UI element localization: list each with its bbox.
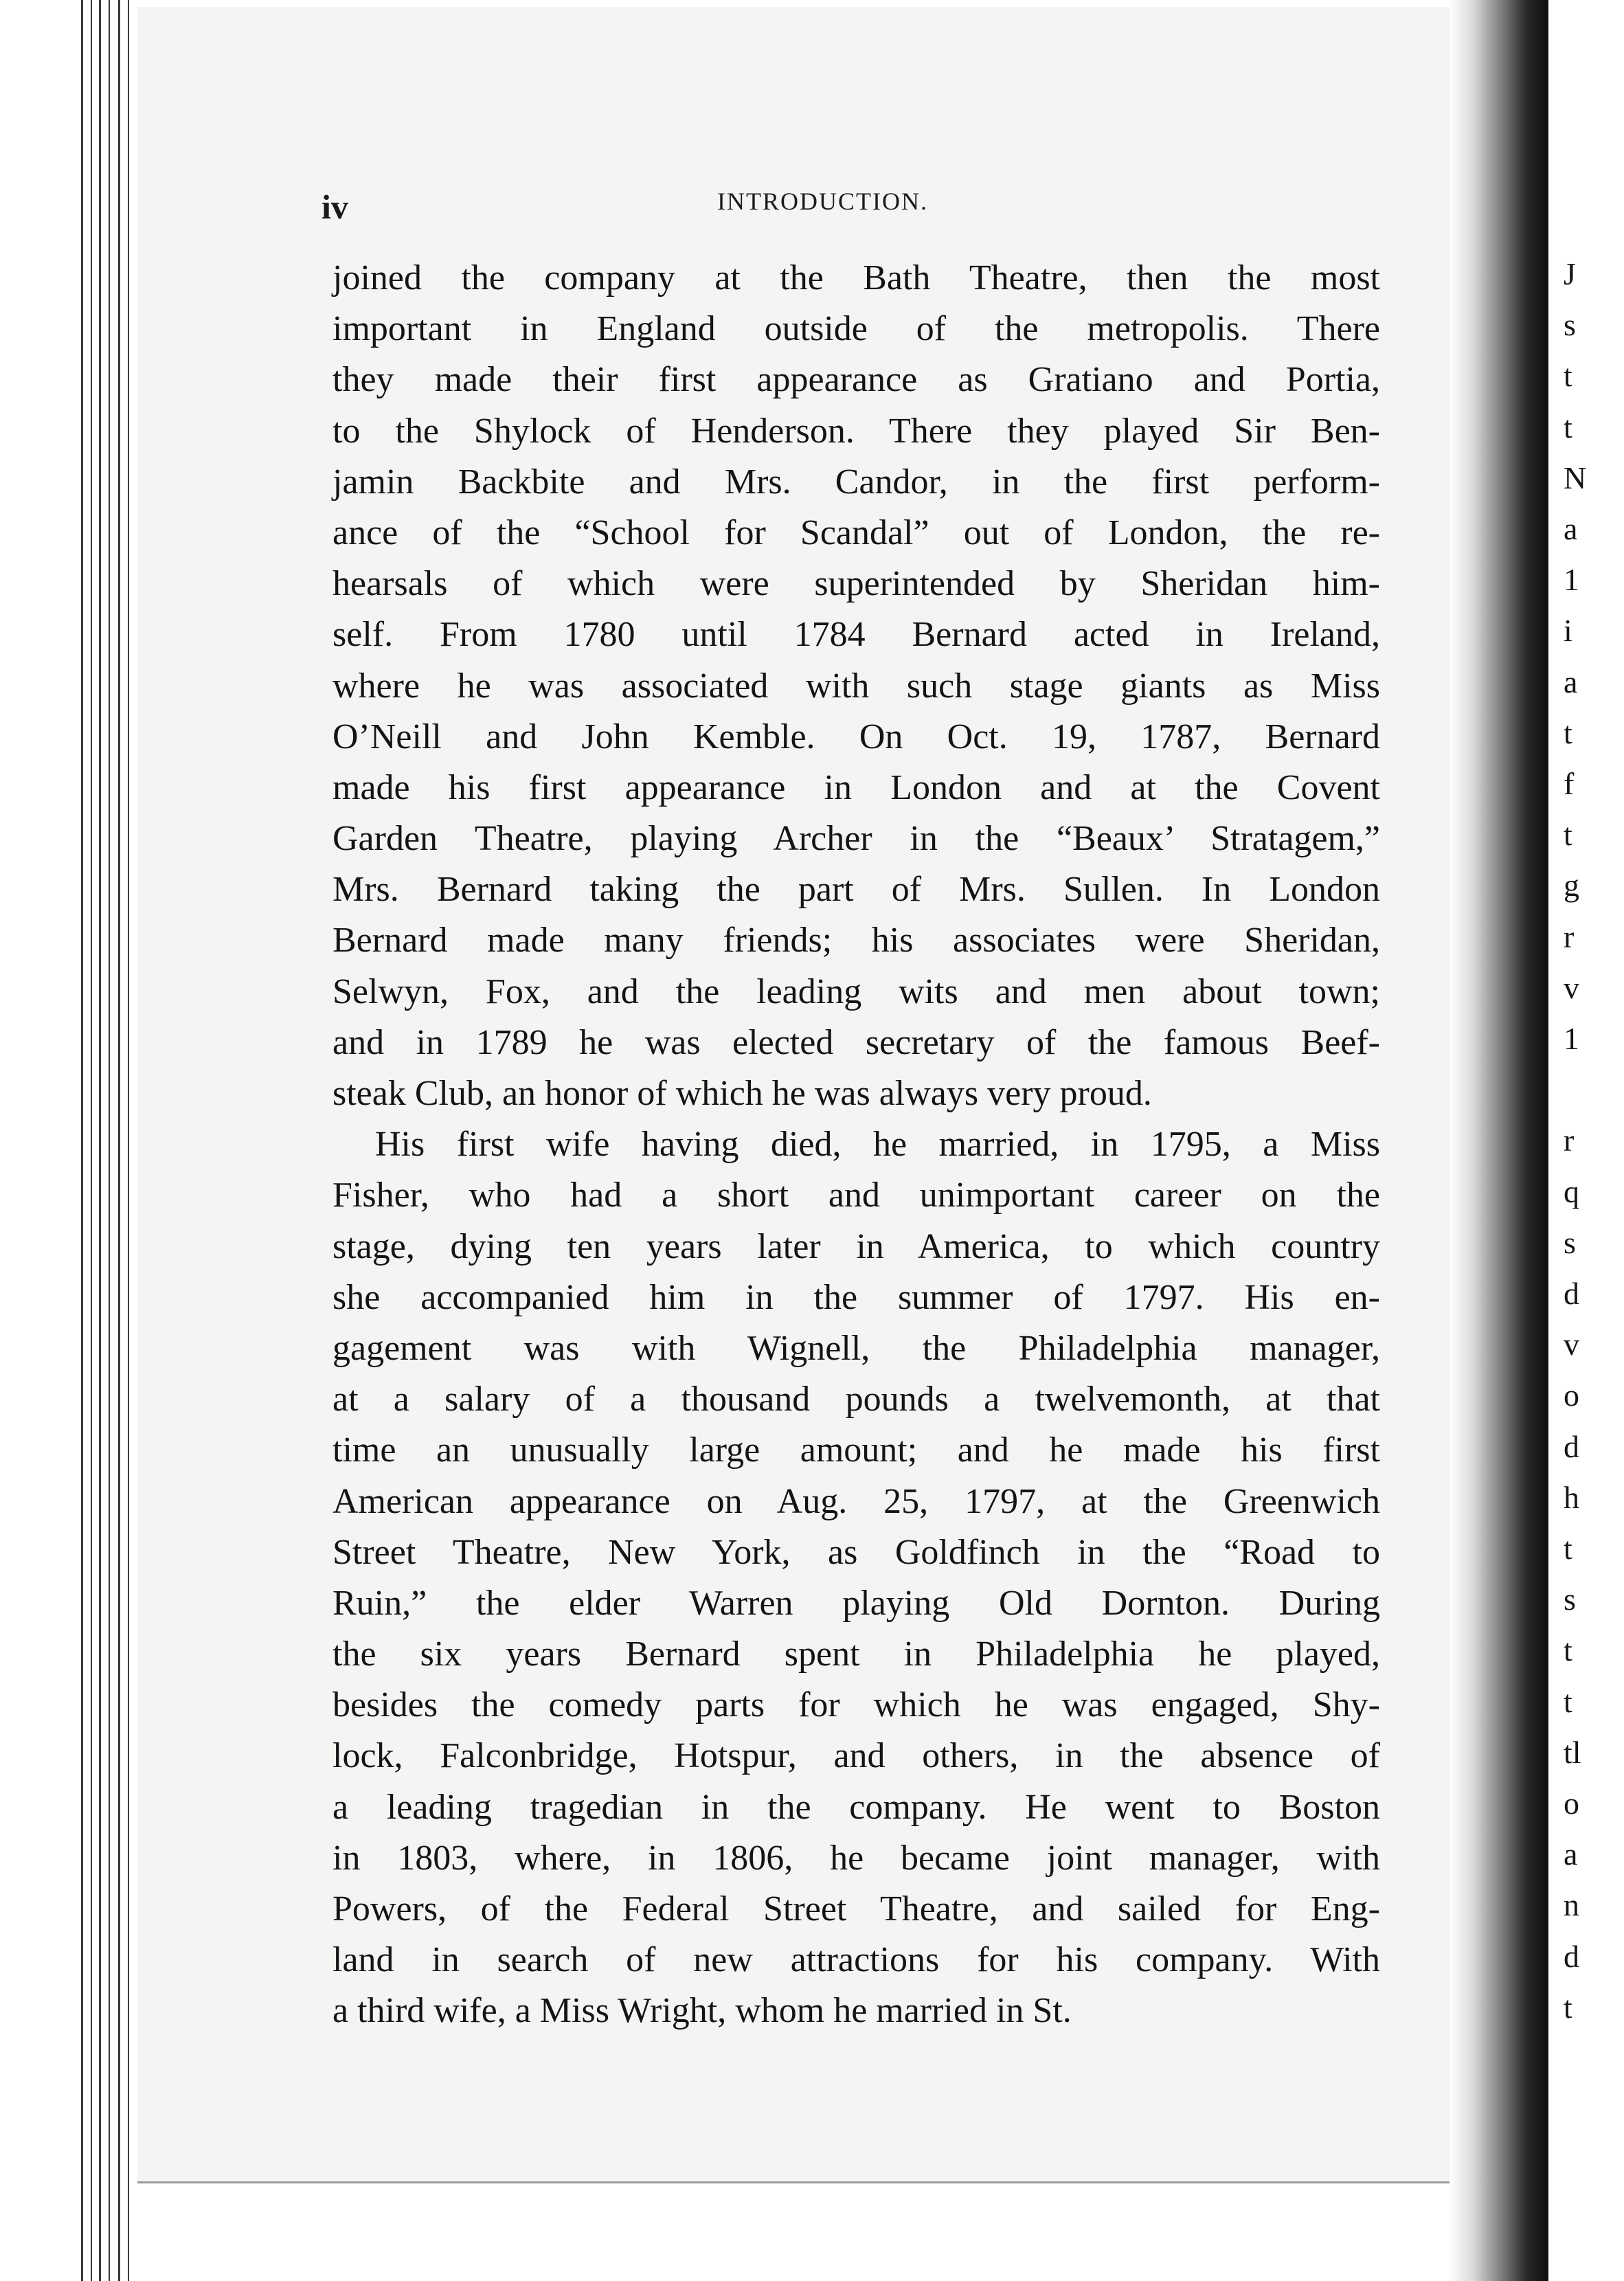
facing-page-fragment: t <box>1564 715 1572 750</box>
facing-page-fragment: d <box>1564 1276 1579 1311</box>
facing-page-fragment: t <box>1564 817 1572 853</box>
body-text <box>332 253 1380 2037</box>
text-line: Powers, of the Federal Street Theatre, and sailed for Eng- <box>332 1889 1380 1929</box>
facing-page-fragment: r <box>1564 1123 1575 1158</box>
text-line: and in 1789 he was elected secretary of the famous Beef- <box>332 1022 1380 1062</box>
paragraph-1 <box>332 253 1380 1119</box>
facing-page-fragment: o <box>1564 1786 1579 1821</box>
text-line: Ruin,” the elder Warren playing Old Dornton. During <box>332 1583 1380 1623</box>
text-line: at a salary of a thousand pounds a twelvemonth, at that <box>332 1380 1380 1419</box>
text-line: land in search of new attractions for his company. With <box>332 1940 1380 1980</box>
text-line: to the Shylock of Henderson. There they played Sir Ben- <box>332 411 1380 451</box>
text-line: a third wife, a Miss Wright, whom he married in St. <box>332 1991 1072 2031</box>
facing-page-fragment: N <box>1564 460 1587 495</box>
facing-page-fragment: s <box>1564 307 1576 343</box>
text-line: Garden Theatre, playing Archer in the “Beaux’ Stratagem,” <box>332 819 1380 859</box>
facing-page-fragment: d <box>1564 1938 1579 1974</box>
facing-page-fragment: a <box>1564 664 1578 699</box>
facing-page-fragment: i <box>1564 613 1572 649</box>
text-line: stage, dying ten years later in America, to which country <box>332 1226 1380 1266</box>
text-line: they made their first appearance as Gratiano and Portia, <box>332 360 1380 400</box>
text-line: Fisher, who had a short and unimportant career on the <box>332 1176 1380 1215</box>
facing-page-fragment: tl <box>1564 1734 1581 1770</box>
text-line: hearsals of which were superintended by Sheridan him- <box>332 564 1380 604</box>
book-gutter <box>1450 0 1546 2281</box>
text-line: time an unusually large amount; and he made his first <box>332 1430 1380 1470</box>
text-line: American appearance on Aug. 25, 1797, at the Greenwich <box>332 1481 1380 1521</box>
facing-page-fragment: a <box>1564 511 1578 546</box>
facing-page-fragment: t <box>1564 1531 1572 1566</box>
text-line: the six years Bernard spent in Philadelphia he played, <box>332 1634 1380 1674</box>
text-line: Street Theatre, New York, as Goldfinch in the “Road to <box>332 1532 1380 1572</box>
text-line: in 1803, where, in 1806, he became joint manager, with <box>332 1838 1380 1878</box>
text-line: ance of the “School for Scandal” out of London, the re- <box>332 513 1380 552</box>
facing-page-fragment: t <box>1564 358 1572 394</box>
facing-page-fragment: q <box>1564 1173 1579 1209</box>
facing-page-fragment: r <box>1564 919 1575 954</box>
facing-page-fragment: t <box>1564 1989 1572 2025</box>
text-line: Mrs. Bernard taking the part of Mrs. Sullen. In London <box>332 870 1380 910</box>
facing-page-fragment: h <box>1564 1479 1579 1515</box>
text-line: Selwyn, Fox, and the leading wits and men about town; <box>332 971 1380 1011</box>
text-line: where he was associated with such stage giants as Miss <box>332 666 1380 706</box>
facing-page-fragment: s <box>1564 1224 1576 1260</box>
facing-page-fragment: 1 <box>1564 562 1579 598</box>
text-line: she accompanied him in the summer of 1797. His en- <box>332 1277 1380 1317</box>
text-line: Bernard made many friends; his associates were Sheridan, <box>332 921 1380 960</box>
facing-page <box>1546 0 1624 2281</box>
facing-page-fragment: v <box>1564 1327 1579 1362</box>
paragraph-2 <box>332 1119 1380 2036</box>
text-line: joined the company at the Bath Theatre, then the most <box>332 258 1380 297</box>
facing-page-fragment: f <box>1564 766 1575 801</box>
facing-page-fragment: v <box>1564 969 1579 1005</box>
facing-page-fragment: g <box>1564 868 1579 903</box>
text-line: important in England outside of the metropolis. There <box>332 309 1380 349</box>
scanned-page-edges <box>81 0 143 2281</box>
running-head: INTRODUCTION. <box>717 188 928 215</box>
text-line: His first wife having died, he married, in 1795, a Miss <box>375 1125 1380 1165</box>
facing-page-fragment: s <box>1564 1582 1576 1617</box>
facing-page-fragment: d <box>1564 1428 1579 1464</box>
text-line: self. From 1780 until 1784 Bernard acted in Ireland, <box>332 615 1380 655</box>
facing-page-fragment: t <box>1564 1683 1572 1719</box>
facing-page-fragment: J <box>1564 256 1576 291</box>
text-line: besides the comedy parts for which he was engaged, Shy- <box>332 1685 1380 1725</box>
text-line: gagement was with Wignell, the Philadelphia manager, <box>332 1328 1380 1368</box>
text-line: steak Club, an honor of which he was always very proud. <box>332 1074 1152 1113</box>
facing-page-fragment: n <box>1564 1887 1579 1923</box>
text-line: lock, Falconbridge, Hotspur, and others, in the absence of <box>332 1736 1380 1776</box>
facing-page-fragment: t <box>1564 1632 1572 1668</box>
text-line: made his first appearance in London and at the Covent <box>332 767 1380 807</box>
text-line: a leading tragedian in the company. He went to Boston <box>332 1787 1380 1827</box>
page-number: iv <box>322 188 348 226</box>
text-line: jamin Backbite and Mrs. Candor, in the first perform- <box>332 462 1380 502</box>
text-line: O’Neill and John Kemble. On Oct. 19, 1787, Bernard <box>332 717 1380 756</box>
facing-page-fragment: 1 <box>1564 1021 1579 1056</box>
facing-page-fragment: t <box>1564 409 1572 445</box>
facing-page-fragment: o <box>1564 1378 1579 1413</box>
facing-page-fragment: a <box>1564 1836 1578 1872</box>
